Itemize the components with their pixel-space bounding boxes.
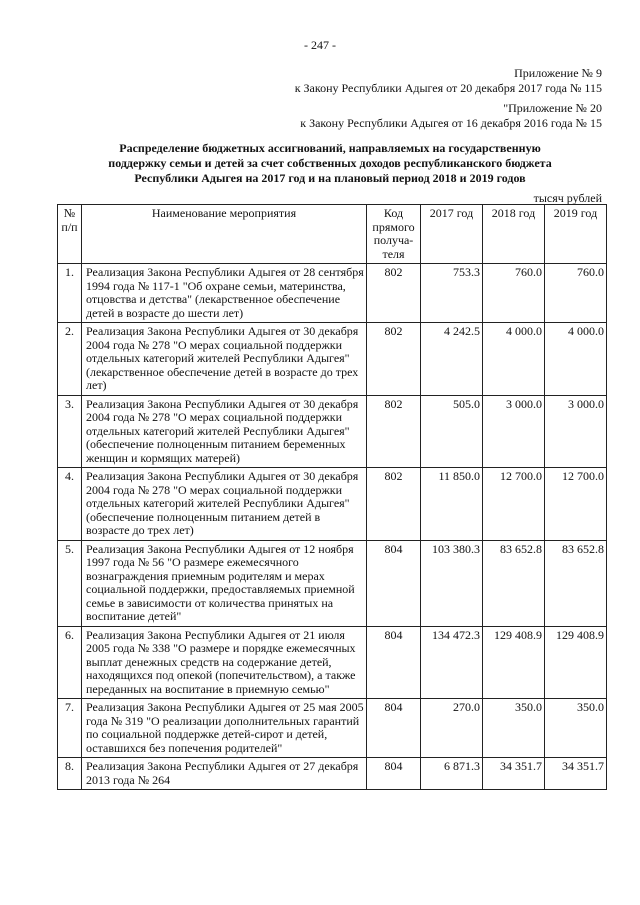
appendix-20-title: "Приложение № 20	[503, 101, 602, 115]
row-value-2018: 34 351.7	[483, 758, 545, 790]
row-code: 802	[367, 323, 421, 396]
row-number: 5.	[58, 540, 82, 626]
header-number: № п/п	[58, 205, 82, 264]
row-value-2018: 12 700.0	[483, 468, 545, 541]
page-number: - 247 -	[304, 38, 336, 52]
table-header-row	[58, 205, 607, 264]
table-row	[58, 699, 607, 758]
row-name: Реализация Закона Республики Адыгея от 21 июля 2005 года № 338 "О размере и порядке ежемесячных выплат денежных средств на содержание детей, находящихся под опекой (попечительством), а также переданных на воспитание в приемную семью"	[82, 626, 367, 699]
header-2019: 2019 год	[545, 205, 607, 264]
row-code: 804	[367, 758, 421, 790]
header-code: Код прямого получа-теля	[367, 205, 421, 264]
row-code: 802	[367, 395, 421, 468]
row-value-2018: 760.0	[483, 264, 545, 323]
row-value-2019: 83 652.8	[545, 540, 607, 626]
row-value-2018: 350.0	[483, 699, 545, 758]
row-value-2019: 350.0	[545, 699, 607, 758]
row-value-2018: 4 000.0	[483, 323, 545, 396]
table-row	[58, 758, 607, 790]
row-name: Реализация Закона Республики Адыгея от 28 сентября 1994 года № 117-1 "Об охране семьи, материнства, отцовства и детства" (лекарственное обеспечение детей в возрасте до шести лет)	[82, 264, 367, 323]
row-value-2017: 270.0	[421, 699, 483, 758]
table-row	[58, 626, 607, 699]
row-name: Реализация Закона Республики Адыгея от 30 декабря 2004 года № 278 "О мерах социальной поддержки отдельных категорий жителей Республики Адыгея" (лекарственное обеспечение детей в возрасте до трех лет)	[82, 323, 367, 396]
row-value-2017: 505.0	[421, 395, 483, 468]
row-value-2018: 129 408.9	[483, 626, 545, 699]
row-number: 7.	[58, 699, 82, 758]
table-row	[58, 323, 607, 396]
row-code: 804	[367, 699, 421, 758]
row-code: 804	[367, 626, 421, 699]
table-row	[58, 540, 607, 626]
row-value-2019: 12 700.0	[545, 468, 607, 541]
table-row	[58, 468, 607, 541]
row-value-2019: 34 351.7	[545, 758, 607, 790]
document-title	[60, 141, 600, 186]
row-value-2019: 3 000.0	[545, 395, 607, 468]
row-name: Реализация Закона Республики Адыгея от 30 декабря 2004 года № 278 "О мерах социальной поддержки отдельных категорий жителей Республики Адыгея" (обеспечение полноценным питанием детей в возрасте до трех лет)	[82, 468, 367, 541]
row-name: Реализация Закона Республики Адыгея от 30 декабря 2004 года № 278 "О мерах социальной поддержки отдельных категорий жителей Республики Адыгея" (обеспечение полноценным питанием беременных женщин и кормящих матерей)	[82, 395, 367, 468]
row-number: 1.	[58, 264, 82, 323]
appendix-9-reference	[295, 66, 602, 96]
appendix-20-reference	[300, 101, 602, 131]
row-name: Реализация Закона Республики Адыгея от 27 декабря 2013 года № 264	[82, 758, 367, 790]
table-body	[58, 264, 607, 790]
row-value-2017: 103 380.3	[421, 540, 483, 626]
row-number: 4.	[58, 468, 82, 541]
title-line-1: Распределение бюджетных ассигнований, направляемых на государственную	[119, 141, 541, 155]
appendix-9-title: Приложение № 9	[514, 66, 602, 80]
appendix-9-law: к Закону Республики Адыгея от 20 декабря 2017 года № 115	[294, 81, 602, 95]
table-row	[58, 264, 607, 323]
units-label: тысяч рублей	[533, 191, 602, 205]
row-value-2019: 129 408.9	[545, 626, 607, 699]
row-code: 804	[367, 540, 421, 626]
row-name: Реализация Закона Республики Адыгея от 25 мая 2005 года № 319 "О реализации дополнительных гарантий по социальной поддержке детей-сирот и детей, оставшихся без попечения родителей"	[82, 699, 367, 758]
row-value-2018: 3 000.0	[483, 395, 545, 468]
header-name: Наименование мероприятия	[82, 205, 367, 264]
header-2018: 2018 год	[483, 205, 545, 264]
row-value-2017: 4 242.5	[421, 323, 483, 396]
appendix-20-law: к Закону Республики Адыгея от 16 декабря 2016 года № 15	[300, 116, 602, 130]
row-value-2019: 4 000.0	[545, 323, 607, 396]
row-value-2018: 83 652.8	[483, 540, 545, 626]
budget-table	[57, 204, 607, 790]
table-row	[58, 395, 607, 468]
row-value-2017: 6 871.3	[421, 758, 483, 790]
row-number: 6.	[58, 626, 82, 699]
title-line-2: поддержку семьи и детей за счет собственных доходов республиканского бюджета	[108, 156, 552, 170]
row-code: 802	[367, 468, 421, 541]
row-value-2017: 753.3	[421, 264, 483, 323]
row-value-2019: 760.0	[545, 264, 607, 323]
title-line-3: Республики Адыгея на 2017 год и на плановый период 2018 и 2019 годов	[134, 171, 526, 185]
row-name: Реализация Закона Республики Адыгея от 12 ноября 1997 года № 56 "О размере ежемесячного вознаграждения приемным родителям и мерах социальной поддержки, предоставляемых приемной семье в зависимости от количества принятых на воспитание детей"	[82, 540, 367, 626]
header-2017: 2017 год	[421, 205, 483, 264]
row-value-2017: 11 850.0	[421, 468, 483, 541]
row-code: 802	[367, 264, 421, 323]
row-number: 8.	[58, 758, 82, 790]
row-number: 3.	[58, 395, 82, 468]
row-value-2017: 134 472.3	[421, 626, 483, 699]
row-number: 2.	[58, 323, 82, 396]
